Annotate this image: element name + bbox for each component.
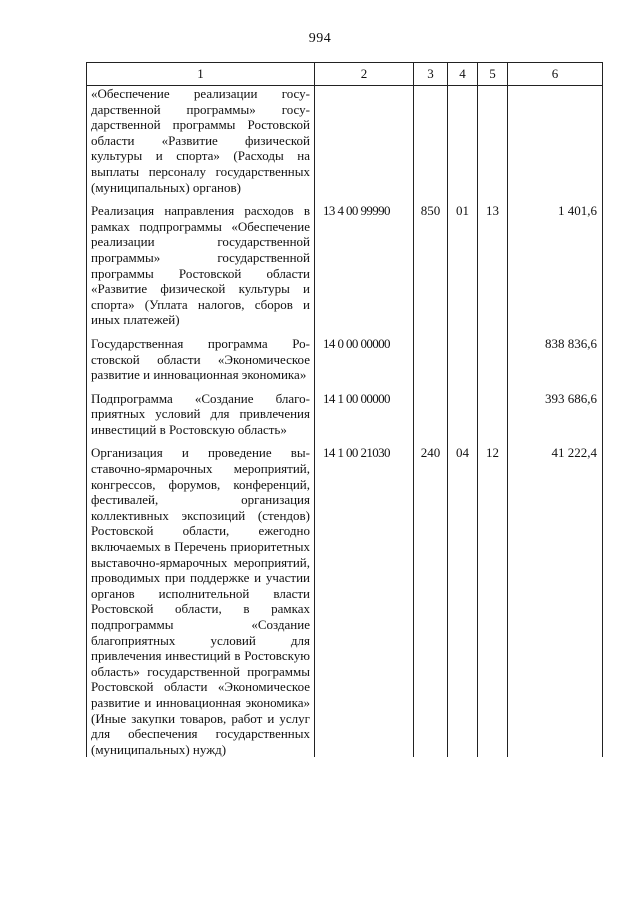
row-name: Государственная программа Ростовской области «Экономическое развитие и инновационная экономика» [87,336,315,391]
table-row [87,445,603,757]
header-col-4: 4 [448,63,478,86]
row-section [448,391,478,446]
row-section: 04 [448,445,478,757]
row-amount: 393 686,6 [508,391,603,446]
row-expense-type [414,86,448,204]
header-col-3: 3 [414,63,448,86]
row-expense-type: 240 [414,445,448,757]
row-expense-type [414,336,448,391]
row-target-code: 14 1 00 00000 [315,391,414,446]
row-target-code: 14 0 00 00000 [315,336,414,391]
row-expense-type: 850 [414,203,448,336]
row-name: Реализация направления расходов в рамках подпрограммы «Обеспечение реализации государственной программы» государственной программы Ростовской области «Развитие физической культуры и спорта» (Уплата налогов, сборов и иных платежей) [87,203,315,336]
row-amount: 1 401,6 [508,203,603,336]
header-col-2: 2 [315,63,414,86]
row-section [448,336,478,391]
row-subsection [478,336,508,391]
row-amount: 838 836,6 [508,336,603,391]
table-body [87,86,603,758]
header-col-5: 5 [478,63,508,86]
table-row [87,336,603,391]
row-section: 01 [448,203,478,336]
table-row [87,391,603,446]
budget-table [86,62,603,757]
row-name: Организация и проведение выставочно-ярмарочных мероприятий, конгрессов, форумов, конференций, фестивалей, организация коллективных экспозиций (стендов) Ростовской области, ежегодно включаемых в Перечень приоритетных выставочно-ярмарочных мероприятий, проводимых при поддержке и участии органов исполнительной власти Ростовской области, в рамках подпрограммы «Создание благоприятных условий для привлечения инвестиций в Ростовскую область» государственной программы Ростовской области «Экономическое развитие и инновационная экономика» (Иные закупки товаров, работ и услуг для обеспечения государственных (муниципальных) нужд) [87,445,315,757]
row-target-code: 13 4 00 99990 [315,203,414,336]
row-subsection [478,391,508,446]
row-expense-type [414,391,448,446]
row-subsection: 13 [478,203,508,336]
page-number: 994 [308,31,332,46]
header-row [87,63,603,86]
row-name: Подпрограмма «Создание благоприятных условий для привлечения инвестиций в Ростовскую область» [87,391,315,446]
row-target-code [315,86,414,204]
header-col-6: 6 [508,63,603,86]
table-row [87,203,603,336]
table-header [87,63,603,86]
row-subsection [478,86,508,204]
row-target-code: 14 1 00 21030 [315,445,414,757]
table-row [87,86,603,204]
row-section [448,86,478,204]
header-col-1: 1 [87,63,315,86]
row-name: «Обеспечение реализации государственной программы» государственной программы Ростовской области «Развитие физической культуры и спорта» (Расходы на выплаты персоналу государственных (муниципальных) органов) [87,86,315,204]
row-subsection: 12 [478,445,508,757]
row-amount [508,86,603,204]
row-amount: 41 222,4 [508,445,603,757]
